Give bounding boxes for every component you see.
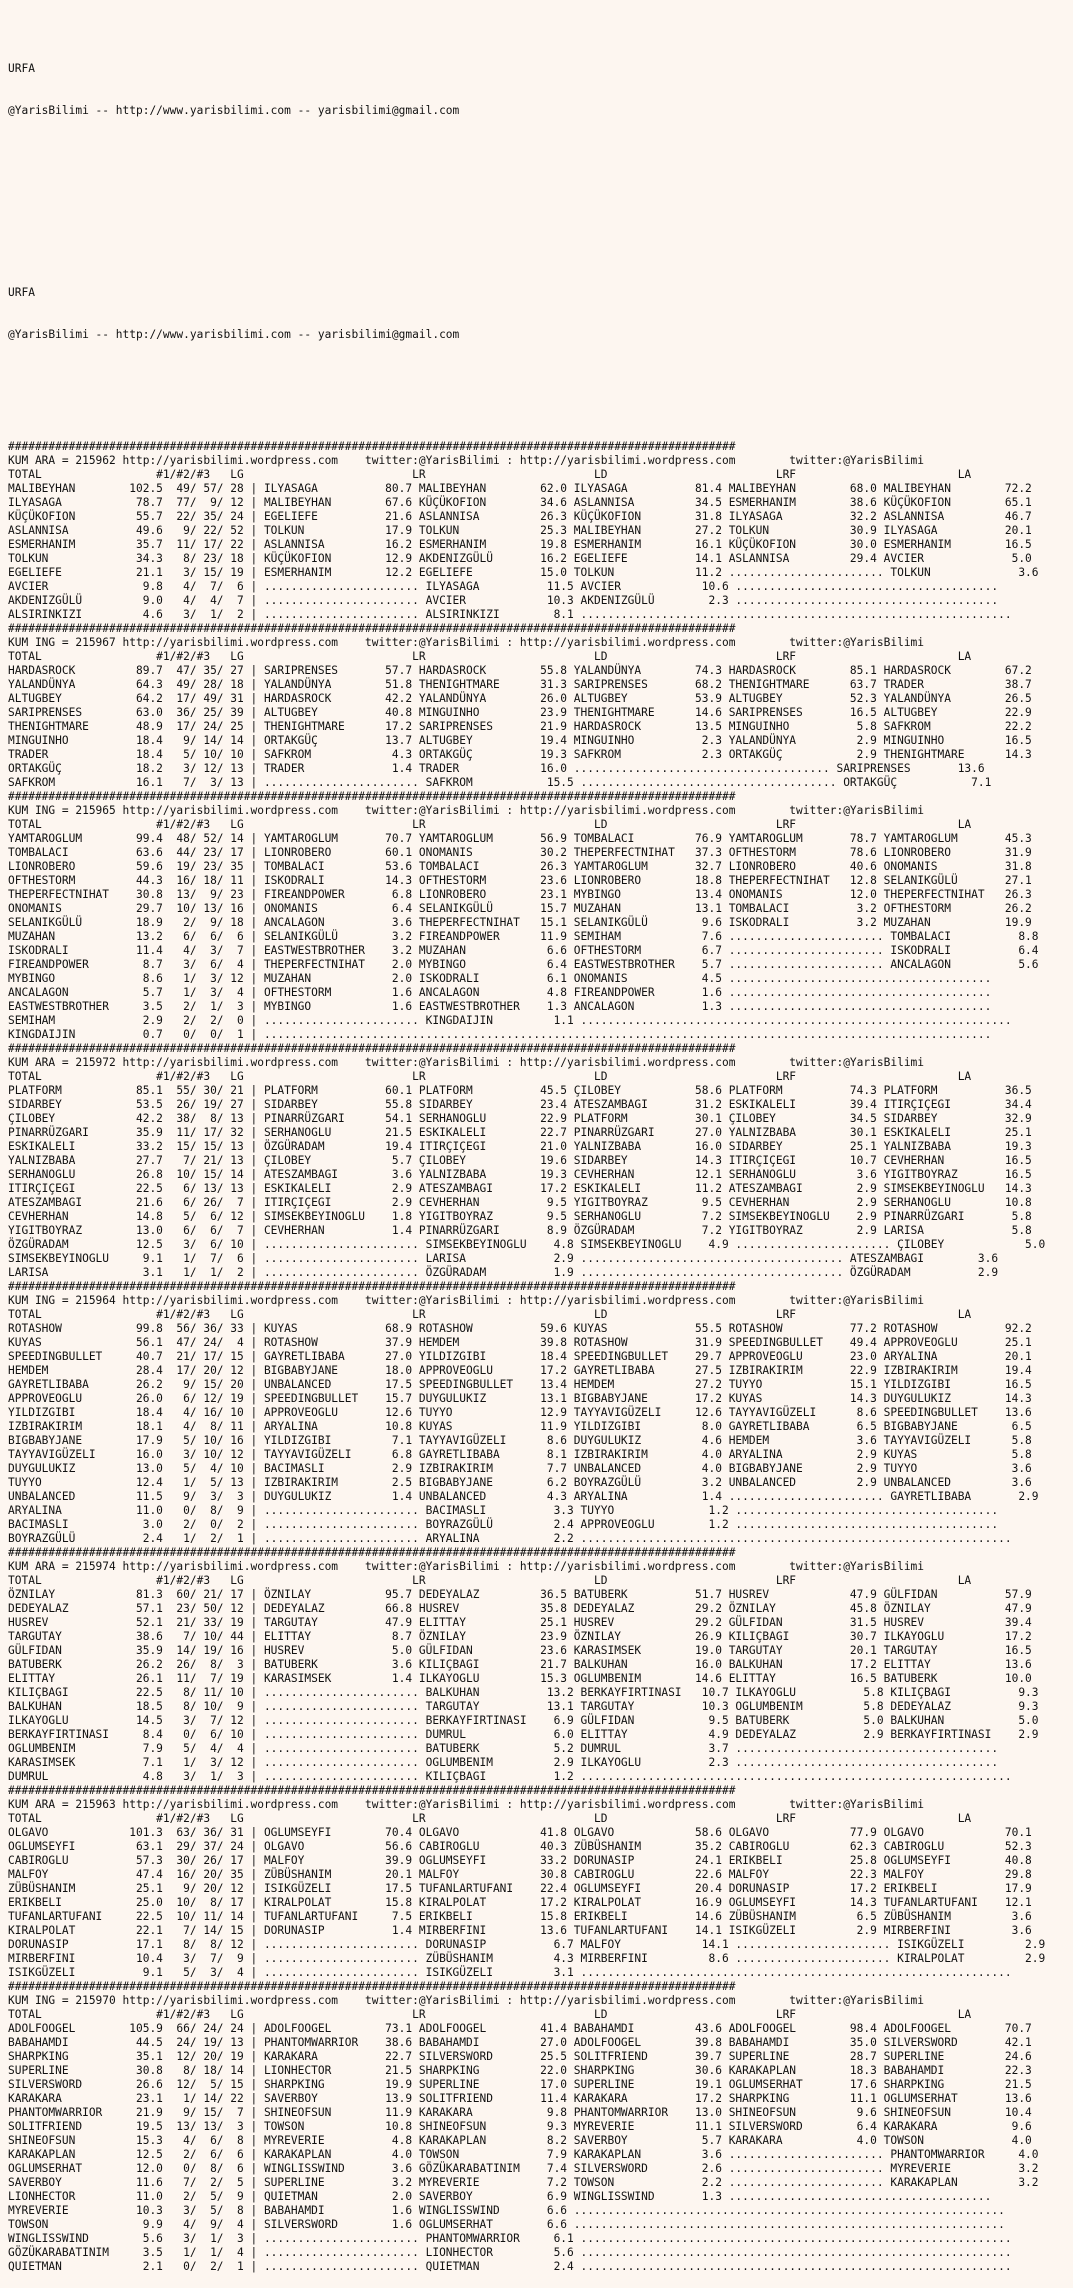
horse-row: ILYASAGA 78.7 77/ 9/ 12 | MALIBEYHAN 67.6 KÜÇÜKOFION 34.6 ASLANNISA 34.5 ESMERHANIM 38.6 KÜÇÜKOFION 65.1	[8, 496, 1032, 509]
horse-row: SAVERBOY 11.6 7/ 2/ 5 | SUPERLINE 3.2 MYREVERIE 7.2 TOWSON 2.2 ....................... KARAKAPLAN 3.2	[8, 2176, 1039, 2189]
horse-row: FIREANDPOWER 8.7 3/ 6/ 4 | THEPERFECTNIHAT 2.0 MYBINGO 6.4 EASTWESTBROTHER 5.7 ....................... ANCALAGON 5.6	[8, 958, 1039, 971]
column-header-line: TOTAL #1/#2/#3 LG LR LD LRF LA	[8, 818, 972, 831]
column-header-line: TOTAL #1/#2/#3 LG LR LD LRF LA	[8, 2008, 972, 2021]
horse-row: ESMERHANIM 35.7 11/ 17/ 22 | ASLANNISA 16.2 ESMERHANIM 19.8 ESMERHANIM 16.1 KÜÇÜKOFION 30.0 ESMERHANIM 16.5	[8, 538, 1032, 551]
section-separator: ############################################################################################################	[8, 790, 736, 803]
spacer	[8, 174, 1073, 188]
horse-row: KÜÇÜKOFION 55.7 22/ 35/ 24 | EGELIEFE 21.6 ASLANNISA 26.3 KÜÇÜKOFION 31.8 ILYASAGA 32.2 ASLANNISA 46.7	[8, 510, 1032, 523]
horse-row: EASTWESTBROTHER 3.5 2/ 1/ 3 | MYBINGO 1.6 EASTWESTBROTHER 1.3 ANCALAGON 1.3 .......................................	[8, 1000, 992, 1013]
race-section	[8, 1280, 1073, 1546]
horse-row: DUYGULUKIZ 13.0 5/ 4/ 10 | BACIMASLI 2.9 IZBIRAKIRIM 7.7 UNBALANCED 4.0 BIGBABYJANE 2.9 TUYYO 3.6	[8, 1462, 1032, 1475]
horse-row: SUPERLINE 30.8 8/ 18/ 14 | LIONHECTOR 21.5 SHARPKING 22.0 SHARPKING 30.6 KARAKAPLAN 18.3 BABAHAMDI 22.3	[8, 2064, 1032, 2077]
horse-row: SHARPKING 35.1 12/ 20/ 19 | KARAKARA 22.7 SILVERSWORD 25.5 SOLITFRIEND 39.7 SUPERLINE 28.7 SUPERLINE 24.6	[8, 2050, 1032, 2063]
horse-row: KARAKARA 23.1 1/ 14/ 22 | SAVERBOY 13.9 SOLITFRIEND 11.4 KARAKARA 17.2 SHARPKING 11.1 OGLUMSERHAT 13.6	[8, 2092, 1032, 2105]
horse-row: SOLITFRIEND 19.5 13/ 13/ 3 | TOWSON 10.8 SHINEOFSUN 9.3 MYREVERIE 11.1 SILVERSWORD 6.4 KARAKARA 9.6	[8, 2120, 1032, 2133]
section-separator: ############################################################################################################	[8, 1546, 736, 1559]
horse-row: BALKUHAN 18.5 8/ 10/ 9 | ....................... TARGUTAY 13.1 TARGUTAY 10.3 OGLUMBENIM 5.8 DEDEYALAZ 9.3	[8, 1700, 1039, 1713]
horse-row: ÖZGÜRADAM 12.5 3/ 6/ 10 | ....................... SIMSEKBEYINOGLU 4.8 SIMSEKBEYINOGLU 4.9 ....................... ÇILOBEY 5.0	[8, 1238, 1046, 1251]
horse-row: MALIBEYHAN 102.5 49/ 57/ 28 | ILYASAGA 80.7 MALIBEYHAN 62.0 ILYASAGA 81.4 MALIBEYHAN 68.0 MALIBEYHAN 72.2	[8, 482, 1032, 495]
horse-row: DORUNASIP 17.1 8/ 8/ 12 | ....................... DORUNASIP 6.7 MALFOY 14.1 ....................... ISIKGÜZELI 2.9	[8, 1938, 1046, 1951]
horse-row: THENIGHTMARE 48.9 17/ 24/ 25 | THENIGHTMARE 17.2 SARIPRENSES 21.9 HARDASROCK 13.5 MINGUINHO 5.8 SAFKROM 22.2	[8, 720, 1032, 733]
horse-row: MYBINGO 8.6 1/ 3/ 12 | MUZAHAN 2.0 ISKODRALI 6.1 ONOMANIS 4.5 .......................................	[8, 972, 992, 985]
horse-row: ONOMANIS 29.7 10/ 13/ 16 | ONOMANIS 6.4 SELANIKGÜLÜ 15.7 MUZAHAN 13.1 TOMBALACI 3.2 OFTHESTORM 26.2	[8, 902, 1032, 915]
horse-row: TAYYAVIGÜZELI 16.0 3/ 10/ 12 | TAYYAVIGÜZELI 6.8 GAYRETLIBABA 8.1 IZBIRAKIRIM 4.0 ARYALINA 2.9 KUYAS 5.8	[8, 1448, 1032, 1461]
horse-row: SAFKROM 16.1 7/ 3/ 13 | ....................... SAFKROM 15.5 ...................................... ORTAKGÜÇ 7.1	[8, 776, 992, 789]
race-section	[8, 1784, 1073, 1980]
race-title-line: KUM ING = 215965 http://yarisbilimi.wordpress.com twitter:@YarisBilimi : http://yarisbilimi.wordpress.com twitter:@YarisBilimi	[8, 804, 925, 817]
horse-row: ADOLFOOGEL 105.9 66/ 24/ 24 | ADOLFOOGEL 73.1 ADOLFOOGEL 41.4 BABAHAMDI 43.6 ADOLFOOGEL 98.4 ADOLFOOGEL 70.7	[8, 2022, 1032, 2035]
horse-row: KARAKAPLAN 12.5 2/ 6/ 6 | KARAKAPLAN 4.0 TOWSON 7.9 KARAKAPLAN 3.6 ....................... PHANTOMWARRIOR 4.0	[8, 2148, 1039, 2161]
horse-row: BOYRAZGÜLÜ 2.4 1/ 2/ 1 | ....................... ARYALINA 2.2 ................................................................	[8, 1532, 1012, 1545]
race-section	[8, 1042, 1073, 1280]
horse-row: MALFOY 47.4 16/ 20/ 35 | ZÜBÜSHANIM 20.1 MALFOY 30.8 CABIROGLU 22.6 MALFOY 22.3 MALFOY 29.8	[8, 1868, 1032, 1881]
horse-row: SERHANOGLU 26.8 10/ 15/ 14 | ATESZAMBAGI 3.6 YALNIZBABA 19.3 CEVHERHAN 12.1 SERHANOGLU 3.6 YIGITBOYRAZ 16.5	[8, 1168, 1032, 1181]
horse-row: MINGUINHO 18.4 9/ 14/ 14 | ORTAKGÜÇ 13.7 ALTUGBEY 19.4 MINGUINHO 2.3 YALANDÜNYA 2.9 MINGUINHO 16.5	[8, 734, 1032, 747]
horse-row: ESKIKALELI 33.2 15/ 15/ 13 | ÖZGÜRADAM 19.4 ITIRÇIÇEGI 21.0 YALNIZBABA 16.0 SIDARBEY 25.1 YALNIZBABA 19.3	[8, 1140, 1032, 1153]
horse-row: GAYRETLIBABA 26.2 9/ 15/ 20 | UNBALANCED 17.5 SPEEDINGBULLET 13.4 HEMDEM 27.2 TUYYO 15.1 YILDIZGIBI 16.5	[8, 1378, 1032, 1391]
horse-row: QUIETMAN 2.1 0/ 2/ 1 | ....................... QUIETMAN 2.4 ................................................................	[8, 2260, 1012, 2273]
horse-row: CEVHERHAN 14.8 5/ 6/ 12 | SIMSEKBEYINOGLU 1.8 YIGITBOYRAZ 9.5 SERHANOGLU 7.2 SIMSEKBEYINOGLU 2.9 PINARRÜZGARI 5.8	[8, 1210, 1032, 1223]
header-contact: @YarisBilimi -- http://www.yarisbilimi.com -- yarisbilimi@gmail.com	[8, 104, 460, 117]
horse-row: TRADER 18.4 5/ 10/ 10 | SAFKROM 4.3 ORTAKGÜÇ 19.3 SAFKROM 2.3 ORTAKGÜÇ 2.9 THENIGHTMARE 14.3	[8, 748, 1032, 761]
horse-row: ÇILOBEY 42.2 38/ 8/ 13 | PINARRÜZGARI 54.1 SERHANOGLU 22.9 PLATFORM 30.1 ÇILOBEY 34.5 SIDARBEY 32.9	[8, 1112, 1032, 1125]
column-header-line: TOTAL #1/#2/#3 LG LR LD LRF LA	[8, 468, 972, 481]
horse-row: ALSIRINKIZI 4.6 3/ 1/ 2 | ....................... ALSIRINKIZI 8.1 ................................................................	[8, 608, 1012, 621]
horse-row: OLGAVO 101.3 63/ 36/ 31 | OGLUMSEYFI 70.4 OLGAVO 41.8 OLGAVO 58.6 OLGAVO 77.9 OLGAVO 70.1	[8, 1826, 1032, 1839]
horse-row: HEMDEM 28.4 17/ 20/ 12 | BIGBABYJANE 18.0 APPROVEOGLU 17.2 GAYRETLIBABA 27.5 IZBIRAKIRIM 22.9 IZBIRAKIRIM 19.4	[8, 1364, 1032, 1377]
horse-row: TOMBALACI 63.6 44/ 23/ 17 | LIONROBERO 60.1 ONOMANIS 30.2 THEPERFECTNIHAT 37.3 OFTHESTORM 78.6 LIONROBERO 31.9	[8, 846, 1032, 859]
horse-row: GÜLFIDAN 35.9 14/ 19/ 16 | HUSREV 5.0 GÜLFIDAN 23.6 KARASIMSEK 19.0 TARGUTAY 20.1 TARGUTAY 16.5	[8, 1644, 1032, 1657]
horse-row: YAMTAROGLUM 99.4 48/ 52/ 14 | YAMTAROGLUM 70.7 YAMTAROGLUM 56.9 TOMBALACI 76.9 YAMTAROGLUM 78.7 YAMTAROGLUM 45.3	[8, 832, 1032, 845]
header-block	[8, 34, 1073, 146]
column-header-line: TOTAL #1/#2/#3 LG LR LD LRF LA	[8, 1574, 972, 1587]
horse-row: IZBIRAKIRIM 18.1 4/ 8/ 11 | ARYALINA 10.8 KUYAS 11.9 YILDIZGIBI 8.0 GAYRETLIBABA 6.5 BIGBABYJANE 6.5	[8, 1420, 1032, 1433]
horse-row: SIDARBEY 53.5 26/ 19/ 27 | SIDARBEY 55.8 SIDARBEY 23.4 ATESZAMBAGI 31.2 ESKIKALELI 39.4 ITIRÇIÇEGI 34.4	[8, 1098, 1032, 1111]
horse-row: YALNIZBABA 27.7 7/ 21/ 13 | ÇILOBEY 5.7 ÇILOBEY 19.6 SIDARBEY 14.3 ITIRÇIÇEGI 10.7 CEVHERHAN 16.5	[8, 1154, 1032, 1167]
spacer	[8, 398, 1073, 412]
horse-row: SIMSEKBEYINOGLU 9.1 1/ 7/ 6 | ....................... LARISA 2.9 ....................................... ATESZAMBAGI 3.6	[8, 1252, 999, 1265]
horse-row: ILKAYOGLU 14.5 3/ 7/ 12 | ....................... BERKAYFIRTINASI 6.9 GÜLFIDAN 9.5 BATUBERK 5.0 BALKUHAN 5.0	[8, 1714, 1039, 1727]
horse-row: OGLUMSERHAT 12.0 0/ 8/ 6 | WINGLISSWIND 3.6 GÖZÜKARABATINIM 7.4 SILVERSWORD 2.6 ....................... MYREVERIE 3.2	[8, 2162, 1039, 2175]
horse-row: KIRALPOLAT 22.1 7/ 14/ 15 | DORUNASIP 1.4 MIRBERFINI 13.6 TUFANLARTUFANI 14.1 ISIKGÜZELI 2.9 MIRBERFINI 3.6	[8, 1924, 1032, 1937]
horse-row: AKDENIZGÜLÜ 9.0 4/ 4/ 7 | ....................... AVCIER 10.3 AKDENIZGÜLÜ 2.3 .......................................	[8, 594, 999, 607]
section-separator: ############################################################################################################	[8, 440, 736, 453]
horse-row: KILIÇBAGI 22.5 8/ 11/ 10 | ....................... BALKUHAN 13.2 BERKAYFIRTINASI 10.7 ILKAYOGLU 5.8 KILIÇBAGI 9.3	[8, 1686, 1039, 1699]
horse-row: LIONROBERO 59.6 19/ 23/ 35 | TOMBALACI 53.6 TOMBALACI 26.3 YAMTAROGLUM 32.7 LIONROBERO 40.6 ONOMANIS 31.8	[8, 860, 1032, 873]
race-section	[8, 790, 1073, 1042]
horse-row: ELITTAY 26.1 11/ 7/ 19 | KARASIMSEK 1.4 ILKAYOGLU 15.3 OGLUMBENIM 14.6 ELITTAY 16.5 BATUBERK 10.0	[8, 1672, 1032, 1685]
horse-row: ALTUGBEY 64.2 17/ 49/ 31 | HARDASROCK 42.2 YALANDÜNYA 26.0 ALTUGBEY 53.9 ALTUGBEY 52.3 YALANDÜNYA 26.5	[8, 692, 1032, 705]
horse-row: SPEEDINGBULLET 40.7 21/ 17/ 15 | GAYRETLIBABA 27.0 YILDIZGIBI 18.4 SPEEDINGBULLET 29.7 APPROVEOGLU 23.0 ARYALINA 20.1	[8, 1350, 1032, 1363]
horse-row: YALANDÜNYA 64.3 49/ 28/ 18 | YALANDÜNYA 51.8 THENIGHTMARE 31.3 SARIPRENSES 68.2 THENIGHTMARE 63.7 TRADER 38.7	[8, 678, 1032, 691]
horse-row: SILVERSWORD 26.6 12/ 5/ 15 | SHARPKING 19.9 SUPERLINE 17.0 SUPERLINE 19.1 OGLUMSERHAT 17.6 SHARPKING 21.5	[8, 2078, 1032, 2091]
horse-row: ISKODRALI 11.4 4/ 3/ 7 | EASTWESTBROTHER 3.2 MUZAHAN 6.6 OFTHESTORM 6.7 ....................... ISKODRALI 6.4	[8, 944, 1039, 957]
horse-row: TOLKUN 34.3 8/ 23/ 18 | KÜÇÜKOFION 12.9 AKDENIZGÜLÜ 16.2 EGELIEFE 14.1 ASLANNISA 29.4 AVCIER 5.0	[8, 552, 1032, 565]
race-section	[8, 1980, 1073, 2274]
horse-row: SELANIKGÜLÜ 18.9 2/ 9/ 18 | ANCALAGON 3.6 THEPERFECTNIHAT 15.1 SELANIKGÜLÜ 9.6 ISKODRALI 3.2 MUZAHAN 19.9	[8, 916, 1032, 929]
section-separator: ############################################################################################################	[8, 1280, 736, 1293]
horse-row: LIONHECTOR 11.0 2/ 5/ 9 | QUIETMAN 2.0 SAVERBOY 6.9 WINGLISSWIND 1.3 .......................................	[8, 2190, 992, 2203]
horse-row: ROTASHOW 99.8 56/ 36/ 33 | KUYAS 68.9 ROTASHOW 59.6 KUYAS 55.5 ROTASHOW 77.2 ROTASHOW 92.2	[8, 1322, 1032, 1335]
horse-row: ZÜBÜSHANIM 25.1 9/ 20/ 12 | ISIKGÜZELI 17.5 TUFANLARTUFANI 22.4 OGLUMSEYFI 20.4 DORUNASIP 17.2 ERIKBELI 17.9	[8, 1882, 1032, 1895]
horse-row: DUMRUL 4.8 3/ 1/ 3 | ....................... KILIÇBAGI 1.2 ................................................................	[8, 1770, 1012, 1783]
race-title-line: KUM ARA = 215972 http://yarisbilimi.wordpress.com twitter:@YarisBilimi : http://yarisbilimi.wordpress.com twitter:@YarisBilimi	[8, 1056, 925, 1069]
horse-row: MYREVERIE 10.3 3/ 5/ 8 | BABAHAMDI 1.6 WINGLISSWIND 6.6 ................................................................	[8, 2204, 1005, 2217]
horse-row: HARDASROCK 89.7 47/ 35/ 27 | SARIPRENSES 57.7 HARDASROCK 55.8 YALANDÜNYA 74.3 HARDASROCK 85.1 HARDASROCK 67.2	[8, 664, 1032, 677]
horse-row: ISIKGÜZELI 9.1 5/ 3/ 4 | ....................... ISIKGÜZELI 3.1 ................................................................	[8, 1966, 1012, 1979]
horse-row: TUFANLARTUFANI 22.5 10/ 11/ 14 | TUFANLARTUFANI 7.5 ERIKBELI 15.8 ERIKBELI 14.6 ZÜBÜSHANIM 6.5 ZÜBÜSHANIM 3.6	[8, 1910, 1032, 1923]
horse-row: BIGBABYJANE 17.9 5/ 10/ 16 | YILDIZGIBI 7.1 TAYYAVIGÜZELI 8.6 DUYGULUKIZ 4.6 HEMDEM 3.6 TAYYAVIGÜZELI 5.8	[8, 1434, 1032, 1447]
horse-row: BATUBERK 26.2 26/ 8/ 3 | BATUBERK 3.6 KILIÇBAGI 21.7 BALKUHAN 16.0 BALKUHAN 17.2 ELITTAY 13.6	[8, 1658, 1032, 1671]
horse-row: ASLANNISA 49.6 9/ 22/ 52 | TOLKUN 17.9 TOLKUN 25.3 MALIBEYHAN 27.2 TOLKUN 30.9 ILYASAGA 20.1	[8, 524, 1032, 537]
horse-row: KARASIMSEK 7.1 1/ 3/ 12 | ....................... OGLUMBENIM 2.9 ILKAYOGLU 2.3 .......................................	[8, 1756, 999, 1769]
header-contact: @YarisBilimi -- http://www.yarisbilimi.com -- yarisbilimi@gmail.com	[8, 328, 460, 341]
header-block-2	[8, 258, 1073, 370]
horse-row: ANCALAGON 5.7 1/ 3/ 4 | OFTHESTORM 1.6 ANCALAGON 4.8 FIREANDPOWER 1.6 .......................................	[8, 986, 992, 999]
column-header-line: TOTAL #1/#2/#3 LG LR LD LRF LA	[8, 1070, 972, 1083]
race-section	[8, 1546, 1073, 1784]
section-separator: ############################################################################################################	[8, 622, 736, 635]
horse-row: EGELIEFE 21.1 3/ 15/ 19 | ESMERHANIM 12.2 EGELIEFE 15.0 TOLKUN 11.2 ....................... TOLKUN 3.6	[8, 566, 1039, 579]
horse-row: YILDIZGIBI 18.4 4/ 16/ 10 | APPROVEOGLU 12.6 TUYYO 12.9 TAYYAVIGÜZELI 12.6 TAYYAVIGÜZELI 8.6 SPEEDINGBULLET 13.6	[8, 1406, 1032, 1419]
horse-row: LARISA 3.1 1/ 1/ 2 | ....................... ÖZGÜRADAM 1.9 ....................................... ÖZGÜRADAM 2.9	[8, 1266, 999, 1279]
horse-row: MIRBERFINI 10.4 3/ 7/ 9 | ....................... ZÜBÜSHANIM 4.3 MIRBERFINI 8.6 ....................... KIRALPOLAT 2.9	[8, 1952, 1046, 1965]
horse-row: MUZAHAN 13.2 6/ 6/ 6 | SELANIKGÜLÜ 3.2 FIREANDPOWER 11.9 SEMIHAM 7.6 ....................... TOMBALACI 8.8	[8, 930, 1039, 943]
column-header-line: TOTAL #1/#2/#3 LG LR LD LRF LA	[8, 1308, 972, 1321]
race-title-line: KUM ING = 215964 http://yarisbilimi.wordpress.com twitter:@YarisBilimi : http://yarisbilimi.wordpress.com twitter:@YarisBilimi	[8, 1294, 925, 1307]
spacer	[8, 216, 1073, 230]
horse-row: DEDEYALAZ 57.1 23/ 50/ 12 | DEDEYALAZ 66.8 HUSREV 35.8 DEDEYALAZ 29.2 ÖZNILAY 45.8 ÖZNILAY 47.9	[8, 1602, 1032, 1615]
race-section	[8, 440, 1073, 622]
horse-row: TARGUTAY 38.6 7/ 10/ 44 | ELITTAY 8.7 ÖZNILAY 23.9 ÖZNILAY 26.9 KILIÇBAGI 30.7 ILKAYOGLU 17.2	[8, 1630, 1032, 1643]
horse-row: ITIRÇIÇEGI 22.5 6/ 13/ 13 | ESKIKALELI 2.9 ATESZAMBAGI 17.2 ESKIKALELI 11.2 ATESZAMBAGI 2.9 SIMSEKBEYINOGLU 14.3	[8, 1182, 1032, 1195]
section-separator: ############################################################################################################	[8, 1980, 736, 1993]
column-header-line: TOTAL #1/#2/#3 LG LR LD LRF LA	[8, 1812, 972, 1825]
horse-row: OFTHESTORM 44.3 16/ 18/ 11 | ISKODRALI 14.3 OFTHESTORM 23.6 LIONROBERO 18.8 THEPERFECTNIHAT 12.8 SELANIKGÜLÜ 27.1	[8, 874, 1032, 887]
horse-row: TOWSON 9.9 4/ 9/ 4 | SILVERSWORD 1.6 OGLUMSERHAT 6.6 ................................................................	[8, 2218, 1005, 2231]
horse-row: BABAHAMDI 44.5 24/ 19/ 13 | PHANTOMWARRIOR 38.6 BABAHAMDI 27.0 ADOLFOOGEL 39.8 BABAHAMDI 35.0 SILVERSWORD 42.1	[8, 2036, 1032, 2049]
section-separator: ############################################################################################################	[8, 1784, 736, 1797]
horse-row: ARYALINA 11.0 0/ 8/ 9 | ....................... BACIMASLI 3.3 TUYYO 1.2 .......................................	[8, 1504, 999, 1517]
horse-row: KINGDAIJIN 0.7 0/ 0/ 1 | ............................................................................................................	[8, 1028, 992, 1041]
horse-row: ÖZNILAY 81.3 60/ 21/ 17 | ÖZNILAY 95.7 DEDEYALAZ 36.5 BATUBERK 51.7 HUSREV 47.9 GÜLFIDAN 57.9	[8, 1588, 1032, 1601]
horse-row: OGLUMSEYFI 63.1 29/ 37/ 24 | OLGAVO 56.6 CABIROGLU 40.3 ZÜBÜSHANIM 35.2 CABIROGLU 62.3 CABIROGLU 52.3	[8, 1840, 1032, 1853]
race-title-line: KUM ING = 215970 http://yarisbilimi.wordpress.com twitter:@YarisBilimi : http://yarisbilimi.wordpress.com twitter:@YarisBilimi	[8, 1994, 925, 2007]
horse-row: WINGLISSWIND 5.6 3/ 1/ 3 | ....................... PHANTOMWARRIOR 6.1 ................................................................	[8, 2232, 1012, 2245]
horse-row: YIGITBOYRAZ 13.0 6/ 6/ 7 | CEVHERHAN 1.4 PINARRÜZGARI 8.9 ÖZGÜRADAM 7.2 YIGITBOYRAZ 2.9 LARISA 5.8	[8, 1224, 1032, 1237]
horse-row: UNBALANCED 11.5 9/ 3/ 3 | DUYGULUKIZ 1.4 UNBALANCED 4.3 ARYALINA 1.4 ....................... GAYRETLIBABA 2.9	[8, 1490, 1039, 1503]
section-separator: ############################################################################################################	[8, 1042, 736, 1055]
horse-row: PLATFORM 85.1 55/ 30/ 21 | PLATFORM 60.1 PLATFORM 45.5 ÇILOBEY 58.6 PLATFORM 74.3 PLATFORM 36.5	[8, 1084, 1032, 1097]
horse-row: AVCIER 9.8 4/ 7/ 6 | ....................... ILYASAGA 11.5 AVCIER 10.6 .......................................	[8, 580, 999, 593]
horse-row: OGLUMBENIM 7.9 5/ 4/ 4 | ....................... BATUBERK 5.2 DUMRUL 3.7 .......................................	[8, 1742, 999, 1755]
race-title-line: KUM ARA = 215974 http://yarisbilimi.wordpress.com twitter:@YarisBilimi : http://yarisbilimi.wordpress.com twitter:@YarisBilimi	[8, 1560, 925, 1573]
horse-row: SEMIHAM 2.9 2/ 2/ 0 | ....................... KINGDAIJIN 1.1 ................................................................	[8, 1014, 1012, 1027]
horse-row: CABIROGLU 57.3 30/ 26/ 17 | MALFOY 39.9 OGLUMSEYFI 33.2 DORUNASIP 24.1 ERIKBELI 25.8 OGLUMSEYFI 40.8	[8, 1854, 1032, 1867]
header-city: URFA	[8, 62, 35, 75]
horse-row: THEPERFECTNIHAT 30.8 13/ 9/ 23 | FIREANDPOWER 6.8 LIONROBERO 23.1 MYBINGO 13.4 ONOMANIS 12.0 THEPERFECTNIHAT 26.3	[8, 888, 1032, 901]
horse-row: TUYYO 12.4 1/ 5/ 13 | IZBIRAKIRIM 2.5 BIGBABYJANE 6.2 BOYRAZGÜLÜ 3.2 UNBALANCED 2.9 UNBALANCED 3.6	[8, 1476, 1032, 1489]
horse-row: GÖZÜKARABATINIM 3.5 1/ 1/ 4 | ....................... LIONHECTOR 5.6 ................................................................	[8, 2246, 1012, 2259]
race-title-line: KUM ARA = 215963 http://yarisbilimi.wordpress.com twitter:@YarisBilimi : http://yarisbilimi.wordpress.com twitter:@YarisBilimi	[8, 1798, 925, 1811]
horse-row: SHINEOFSUN 15.3 4/ 6/ 8 | MYREVERIE 4.8 KARAKAPLAN 8.2 SAVERBOY 5.7 KARAKARA 4.0 TOWSON 4.0	[8, 2134, 1032, 2147]
horse-row: BERKAYFIRTINASI 8.4 0/ 6/ 10 | ....................... DUMRUL 6.0 ELITTAY 4.9 DEDEYALAZ 2.9 BERKAYFIRTINASI 2.9	[8, 1728, 1039, 1741]
race-title-line: KUM ING = 215967 http://yarisbilimi.wordpress.com twitter:@YarisBilimi : http://yarisbilimi.wordpress.com twitter:@YarisBilimi	[8, 636, 925, 649]
header-city: URFA	[8, 286, 35, 299]
horse-row: ATESZAMBAGI 21.6 6/ 26/ 7 | ITIRÇIÇEGI 2.9 CEVHERHAN 9.5 YIGITBOYRAZ 9.5 CEVHERHAN 2.9 SERHANOGLU 10.8	[8, 1196, 1032, 1209]
horse-row: ERIKBELI 25.0 10/ 8/ 17 | KIRALPOLAT 15.8 KIRALPOLAT 17.2 KIRALPOLAT 16.9 OGLUMSEYFI 14.3 TUFANLARTUFANI 12.1	[8, 1896, 1032, 1909]
horse-row: HUSREV 52.1 21/ 33/ 19 | TARGUTAY 47.9 ELITTAY 25.1 HUSREV 29.2 GÜLFIDAN 31.5 HUSREV 39.4	[8, 1616, 1032, 1629]
race-sections	[8, 440, 1073, 2274]
horse-row: KUYAS 56.1 47/ 24/ 4 | ROTASHOW 37.9 HEMDEM 39.8 ROTASHOW 31.9 SPEEDINGBULLET 49.4 APPROVEOGLU 25.1	[8, 1336, 1032, 1349]
race-title-line: KUM ARA = 215962 http://yarisbilimi.wordpress.com twitter:@YarisBilimi : http://yarisbilimi.wordpress.com twitter:@YarisBilimi	[8, 454, 925, 467]
horse-row: BACIMASLI 3.0 2/ 0/ 2 | ....................... BOYRAZGÜLÜ 2.4 APPROVEOGLU 1.2 .......................................	[8, 1518, 999, 1531]
column-header-line: TOTAL #1/#2/#3 LG LR LD LRF LA	[8, 650, 972, 663]
race-section	[8, 622, 1073, 790]
horse-row: SARIPRENSES 63.0 36/ 25/ 39 | ALTUGBEY 40.8 MINGUINHO 23.9 THENIGHTMARE 14.6 SARIPRENSES 16.5 ALTUGBEY 22.9	[8, 706, 1032, 719]
horse-row: PHANTOMWARRIOR 21.9 9/ 15/ 7 | SHINEOFSUN 11.9 KARAKARA 9.8 PHANTOMWARRIOR 13.0 SHINEOFSUN 9.6 SHINEOFSUN 10.4	[8, 2106, 1032, 2119]
horse-row: ORTAKGÜÇ 18.2 3/ 12/ 13 | TRADER 1.4 TRADER 16.0 ...................................... SARIPRENSES 13.6	[8, 762, 985, 775]
horse-row: PINARRÜZGARI 35.9 11/ 17/ 32 | SERHANOGLU 21.5 ESKIKALELI 22.7 PINARRÜZGARI 27.0 YALNIZBABA 30.1 ESKIKALELI 25.1	[8, 1126, 1032, 1139]
horse-row: APPROVEOGLU 26.0 6/ 12/ 19 | SPEEDINGBULLET 15.7 DUYGULUKIZ 13.1 BIGBABYJANE 17.2 KUYAS 14.3 DUYGULUKIZ 14.3	[8, 1392, 1032, 1405]
